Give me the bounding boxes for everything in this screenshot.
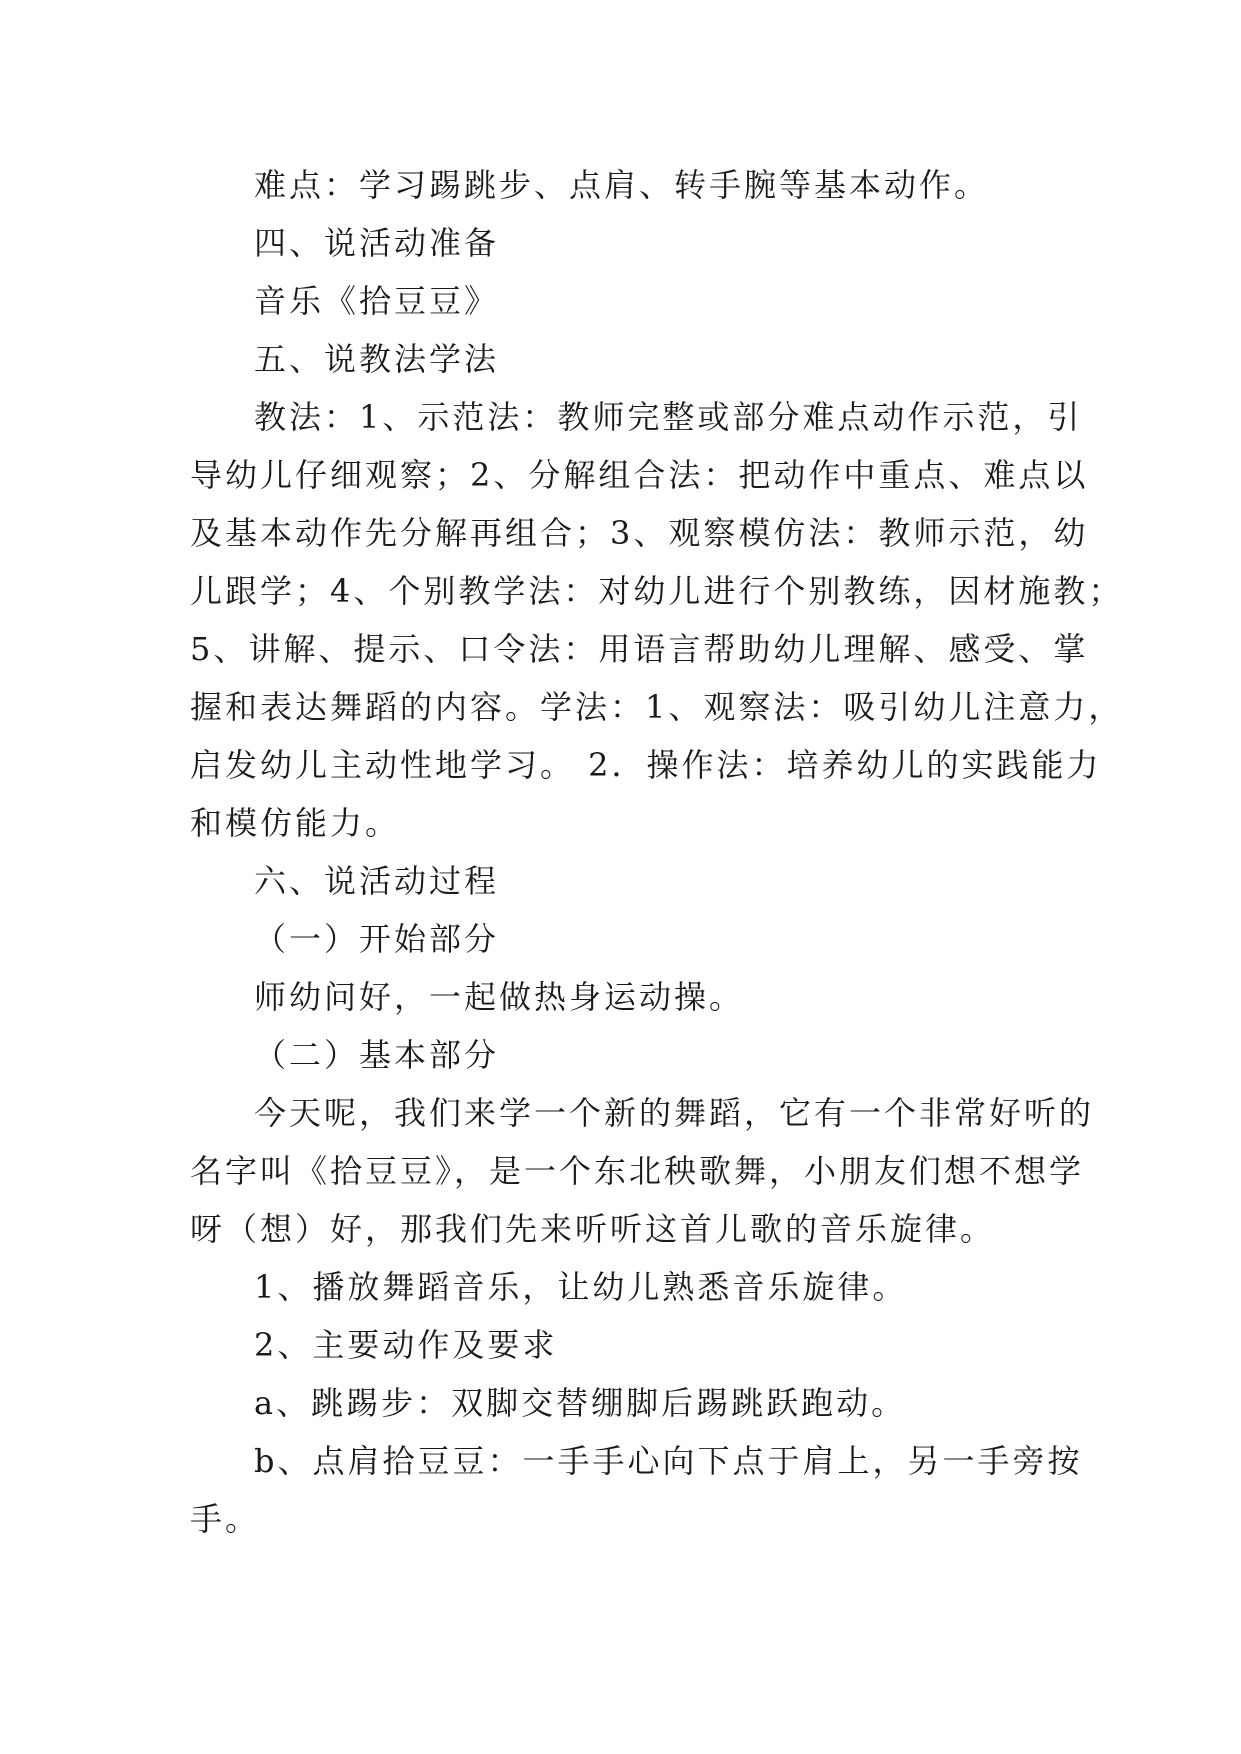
text-line: 手。 [190, 1500, 261, 1538]
text-line: a、跳踢步：双脚交替绷脚后踢跳跃跑动。 [254, 1384, 907, 1422]
document-body [190, 156, 1124, 1548]
text-line: 2、主要动作及要求 [254, 1326, 558, 1364]
text-line: 导幼儿仔细观察；2、分解组合法：把动作中重点、难点以 [190, 456, 1089, 494]
section-heading: 六、说活动过程 [254, 862, 500, 900]
text-line: 儿跟学；4、个别教学法：对幼儿进行个别教练，因材施教； [190, 572, 1124, 610]
text-line: 名字叫《拾豆豆》，是一个东北秧歌舞，小朋友们想不想学 [190, 1152, 1085, 1190]
text-line: 今天呢，我们来学一个新的舞蹈，它有一个非常好听的 [254, 1094, 1095, 1132]
text-line: 及基本动作先分解再组合；3、观察模仿法：教师示范，幼 [190, 514, 1089, 552]
text-line: 呀（想）好，那我们先来听听这首儿歌的音乐旋律。 [190, 1210, 996, 1248]
section-heading: 四、说活动准备 [254, 224, 500, 262]
text-line: 师幼问好，一起做热身运动操。 [254, 978, 745, 1016]
text-line: 5、讲解、提示、口令法：用语言帮助幼儿理解、感受、掌 [190, 630, 1089, 668]
subsection-heading: （一）开始部分 [254, 920, 500, 958]
text-line: 启发幼儿主动性地学习。 2．操作法：培养幼儿的实践能力 [190, 746, 1102, 784]
text-line: 难点：学习踢跳步、点肩、转手腕等基本动作。 [254, 166, 990, 204]
text-line: 教法：1、示范法：教师完整或部分难点动作示范，引 [254, 398, 1083, 436]
text-line: b、点肩拾豆豆：一手手心向下点于肩上，另一手旁按 [254, 1442, 1083, 1480]
text-line: 音乐《拾豆豆》 [254, 282, 500, 320]
section-heading: 五、说教法学法 [254, 340, 500, 378]
text-line: 握和表达舞蹈的内容。学法：1、观察法：吸引幼儿注意力， [190, 688, 1124, 726]
text-line: 1、播放舞蹈音乐，让幼儿熟悉音乐旋律。 [254, 1268, 908, 1306]
text-line: 和模仿能力。 [190, 804, 401, 842]
subsection-heading: （二）基本部分 [254, 1036, 500, 1074]
